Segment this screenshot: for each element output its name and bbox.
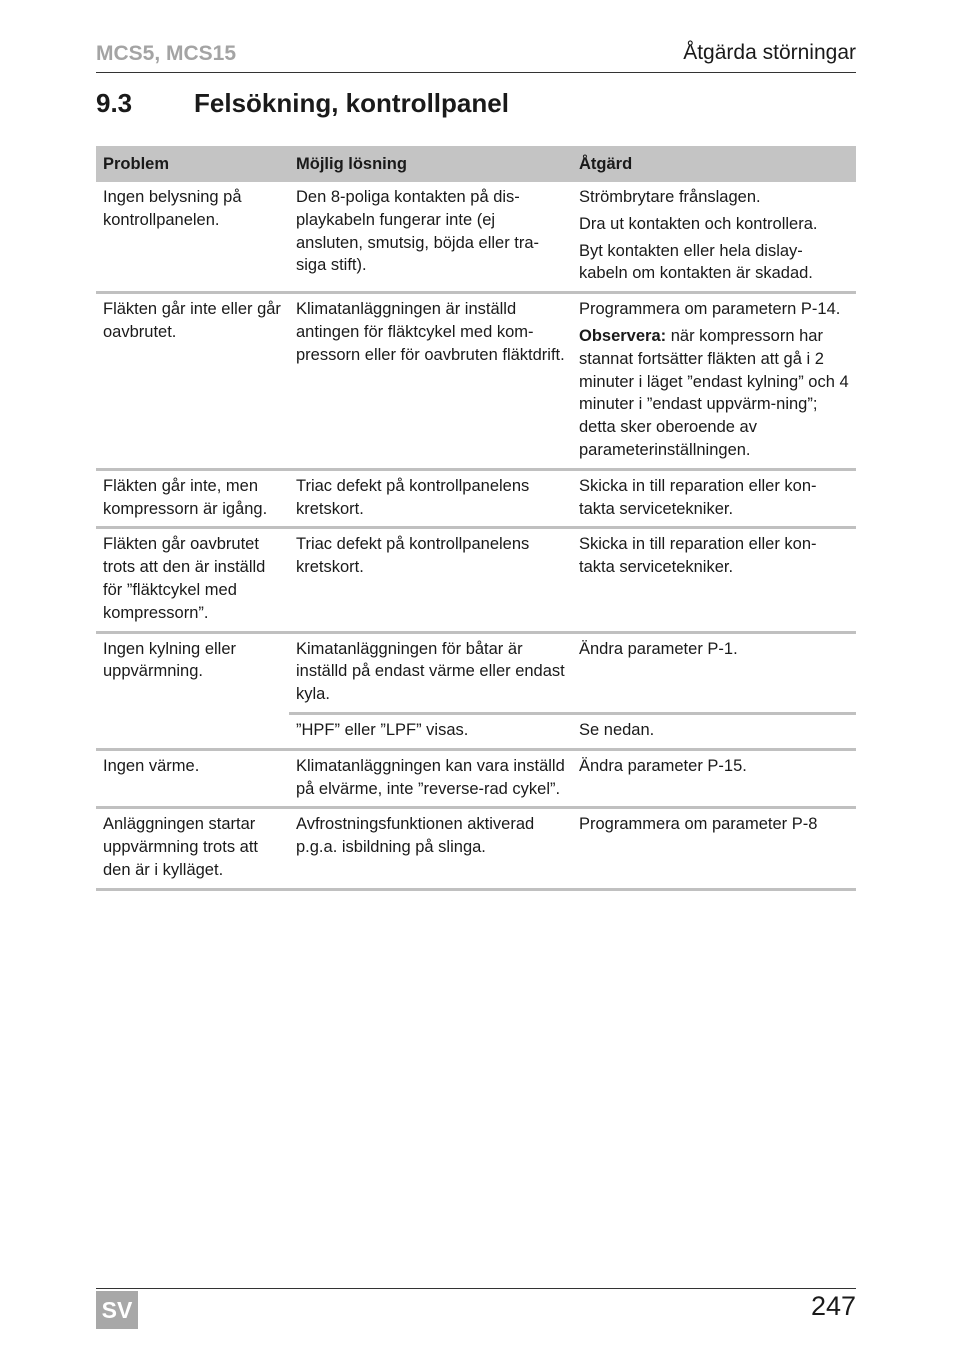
- action-cell: Ändra parameter P-1.: [572, 632, 856, 713]
- table-row: [96, 293, 856, 470]
- table-row: [96, 469, 856, 528]
- action-cell: Skicka in till reparation eller kon-takta servicetekniker.: [572, 469, 856, 528]
- note-text: när kompressorn har stannat fortsätter fläkten att gå i 2 minuter i läget ”endast kylning” och 4 minuter i ”endast uppvärm-ning”; detta sker oberoende av parameterinställningen.: [579, 326, 849, 459]
- model-name: MCS5, MCS15: [96, 42, 237, 65]
- solution-cell: ”HPF” eller ”LPF” visas.: [289, 713, 572, 749]
- note-label: Observera:: [579, 326, 667, 345]
- action-cell: Skicka in till reparation eller kon-takta servicetekniker.: [572, 528, 856, 632]
- action-text: Byt kontakten eller hela dislay-kabeln om kontakten är skadad.: [579, 241, 813, 283]
- section-title: Felsökning, kontrollpanel: [194, 88, 509, 118]
- table-row: [96, 749, 856, 808]
- table-header-row: [96, 146, 856, 182]
- action-text: Programmera om parametern P-14.: [579, 300, 841, 319]
- chapter-title: Åtgärda störningar: [683, 41, 856, 64]
- action-cell: Se nedan.: [572, 713, 856, 749]
- action-cell: [572, 293, 856, 470]
- solution-cell: Kimatanläggningen för båtar är inställd på endast värme eller endast kyla.: [289, 632, 572, 713]
- page-footer: [96, 1288, 856, 1323]
- troubleshooting-table: [96, 146, 856, 891]
- problem-cell: Fläkten går inte eller går oavbrutet.: [96, 293, 289, 470]
- solution-cell: Avfrostningsfunktionen aktiverad p.g.a. isbildning på slinga.: [289, 808, 572, 889]
- problem-cell: Ingen belysning på kontrollpanelen.: [96, 182, 289, 293]
- solution-cell: Den 8-poliga kontakten på dis-playkabeln fungerar inte (ej ansluten, smutsig, böjda eller tra-siga stift).: [289, 182, 572, 293]
- action-text: Dra ut kontakten och kontrollera.: [579, 214, 818, 233]
- table-row: [96, 808, 856, 889]
- language-badge: SV: [96, 1291, 138, 1329]
- action-cell: Programmera om parameter P-8: [572, 808, 856, 889]
- problem-cell: Ingen värme.: [96, 749, 289, 808]
- table-row: [96, 528, 856, 632]
- column-header-action: Åtgärd: [572, 146, 856, 182]
- page-number: 247: [810, 1291, 856, 1321]
- table-row: [96, 182, 856, 293]
- action-cell: [572, 182, 856, 293]
- column-header-solution: Möjlig lösning: [289, 146, 572, 182]
- solution-cell: Triac defekt på kontrollpanelens kretskort.: [289, 528, 572, 632]
- problem-cell: Anläggningen startar uppvärmning trots att den är i kylläget.: [96, 808, 289, 889]
- solution-cell: Klimatanläggningen kan vara inställd på elvärme, inte ”reverse-rad cykel”.: [289, 749, 572, 808]
- problem-cell: Fläkten går oavbrutet trots att den är inställd för ”fläktcykel med kompressorn”.: [96, 528, 289, 632]
- column-header-problem: Problem: [96, 146, 289, 182]
- section-number: 9.3: [96, 88, 133, 118]
- action-note: [579, 325, 849, 462]
- action-cell: Ändra parameter P-15.: [572, 749, 856, 808]
- problem-cell: Ingen kylning eller uppvärmning.: [96, 632, 289, 749]
- page-header: [96, 38, 856, 73]
- solution-cell: Klimatanläggningen är inställd antingen för fläktcykel med kom-pressorn eller för oavbruten fläktdrift.: [289, 293, 572, 470]
- solution-cell: Triac defekt på kontrollpanelens kretskort.: [289, 469, 572, 528]
- action-text: Strömbrytare frånslagen.: [579, 188, 761, 206]
- table-row: [96, 632, 856, 713]
- section-heading: [96, 88, 509, 119]
- problem-cell: Fläkten går inte, men kompressorn är igång.: [96, 469, 289, 528]
